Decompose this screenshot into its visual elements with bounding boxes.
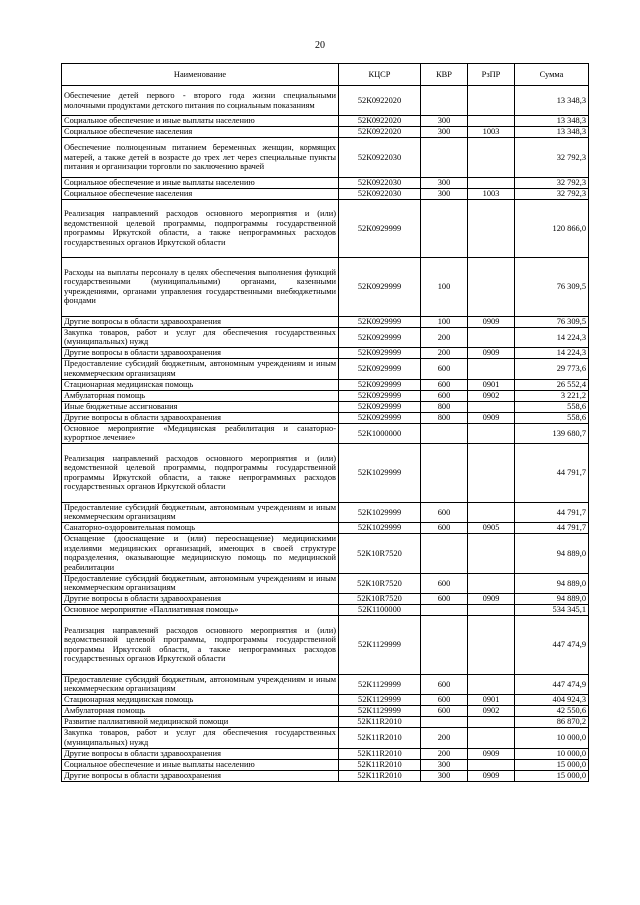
cell-kvr: 200: [421, 728, 468, 749]
cell-rzpr: 0909: [468, 316, 515, 327]
cell-name: Реализация направлений расходов основного мероприятия и (или) ведомственной целевой программы, подпрограммы государственной программы Иркутской области, а также непрограммных расходов государственных органов Иркутской области: [62, 444, 339, 503]
cell-sum: 139 680,7: [515, 423, 589, 444]
cell-sum: 13 348,3: [515, 86, 589, 116]
cell-kcsr: 52К11R2010: [339, 728, 421, 749]
cell-name: Социальное обеспечение и иные выплаты населению: [62, 177, 339, 188]
cell-kcsr: 52К0929999: [339, 348, 421, 359]
cell-kvr: 300: [421, 759, 468, 770]
cell-sum: 3 221,2: [515, 390, 589, 401]
cell-rzpr: [468, 327, 515, 348]
cell-sum: 15 000,0: [515, 759, 589, 770]
cell-sum: 558,6: [515, 412, 589, 423]
cell-name: Обеспечение полноценным питанием беременных женщин, кормящих матерей, а также детей в возрасте до трех лет через специальные пункты питания и организации торговли по заключению врачей: [62, 138, 339, 178]
cell-kcsr: 52К0929999: [339, 327, 421, 348]
cell-rzpr: 0909: [468, 412, 515, 423]
cell-sum: 94 889,0: [515, 534, 589, 574]
header-kvr: КВР: [421, 64, 468, 86]
cell-rzpr: [468, 199, 515, 258]
cell-kvr: [421, 444, 468, 503]
cell-name: Стационарная медицинская помощь: [62, 379, 339, 390]
cell-sum: 14 224,3: [515, 327, 589, 348]
cell-name: Другие вопросы в области здравоохранения: [62, 770, 339, 781]
cell-kvr: 600: [421, 573, 468, 594]
cell-kvr: 300: [421, 116, 468, 127]
table-row: [62, 348, 589, 359]
cell-sum: 447 474,9: [515, 616, 589, 675]
cell-kvr: 300: [421, 770, 468, 781]
cell-kcsr: 52К10R7520: [339, 573, 421, 594]
cell-kvr: [421, 534, 468, 574]
cell-kcsr: 52К0922020: [339, 127, 421, 138]
table-row: [62, 258, 589, 317]
cell-kvr: [421, 86, 468, 116]
cell-name: Амбулаторная помощь: [62, 390, 339, 401]
cell-rzpr: [468, 423, 515, 444]
cell-name: Расходы на выплаты персоналу в целях обеспечения выполнения функций государственными (муниципальными) органами, казенными учреждениями, органами управления государственными внебюджетными фондами: [62, 258, 339, 317]
cell-name: Закупка товаров, работ и услуг для обеспечения государственных (муниципальных) нужд: [62, 728, 339, 749]
table-row: [62, 748, 589, 759]
cell-sum: 42 550,6: [515, 706, 589, 717]
table-row: [62, 695, 589, 706]
cell-rzpr: 0901: [468, 379, 515, 390]
cell-kvr: 300: [421, 127, 468, 138]
page-number: 20: [315, 40, 325, 51]
cell-kcsr: 52К1029999: [339, 444, 421, 503]
cell-kvr: 600: [421, 523, 468, 534]
table-row: [62, 199, 589, 258]
table-row: [62, 759, 589, 770]
table-row: [62, 316, 589, 327]
cell-kvr: 300: [421, 188, 468, 199]
cell-sum: 15 000,0: [515, 770, 589, 781]
cell-kvr: [421, 423, 468, 444]
cell-name: Обеспечение детей первого - второго года жизни специальными молочными продуктами детского питания по социальным показаниям: [62, 86, 339, 116]
cell-name: Предоставление субсидий бюджетным, автономным учреждениям и иным некоммерческим организациям: [62, 502, 339, 523]
cell-kcsr: 52К0922030: [339, 188, 421, 199]
cell-kvr: 200: [421, 748, 468, 759]
table-row: [62, 573, 589, 594]
table-row: [62, 401, 589, 412]
cell-kcsr: 52К11R2010: [339, 717, 421, 728]
cell-rzpr: [468, 177, 515, 188]
table-row: [62, 188, 589, 199]
cell-name: Другие вопросы в области здравоохранения: [62, 348, 339, 359]
header-kcsr: КЦСР: [339, 64, 421, 86]
cell-sum: 32 792,3: [515, 138, 589, 178]
table-row: [62, 423, 589, 444]
cell-name: Социальное обеспечение и иные выплаты населению: [62, 116, 339, 127]
cell-sum: 10 000,0: [515, 748, 589, 759]
cell-name: Социальное обеспечение населения: [62, 188, 339, 199]
table-row: [62, 523, 589, 534]
cell-rzpr: 0909: [468, 748, 515, 759]
cell-kvr: [421, 605, 468, 616]
cell-kvr: 800: [421, 401, 468, 412]
cell-rzpr: [468, 401, 515, 412]
cell-kvr: [421, 616, 468, 675]
table-row: [62, 717, 589, 728]
cell-sum: 94 889,0: [515, 573, 589, 594]
cell-rzpr: [468, 605, 515, 616]
cell-rzpr: [468, 717, 515, 728]
cell-kcsr: 52К0929999: [339, 199, 421, 258]
cell-rzpr: [468, 502, 515, 523]
cell-kcsr: 52К10R7520: [339, 594, 421, 605]
cell-kcsr: 52К0929999: [339, 258, 421, 317]
cell-rzpr: 0902: [468, 390, 515, 401]
cell-sum: 32 792,3: [515, 177, 589, 188]
cell-rzpr: 1003: [468, 188, 515, 199]
table-row: [62, 86, 589, 116]
cell-kvr: 800: [421, 412, 468, 423]
table-body: [62, 86, 589, 782]
table-row: [62, 502, 589, 523]
cell-kvr: 200: [421, 348, 468, 359]
cell-rzpr: [468, 116, 515, 127]
cell-rzpr: 0909: [468, 594, 515, 605]
cell-rzpr: [468, 728, 515, 749]
cell-sum: 404 924,3: [515, 695, 589, 706]
table-row: [62, 116, 589, 127]
cell-rzpr: [468, 674, 515, 695]
cell-kcsr: 52К1000000: [339, 423, 421, 444]
cell-name: Санаторно-оздоровительная помощь: [62, 523, 339, 534]
cell-kvr: [421, 199, 468, 258]
budget-table: [61, 63, 589, 782]
cell-kcsr: 52К0929999: [339, 379, 421, 390]
cell-kcsr: 52К0922020: [339, 116, 421, 127]
cell-rzpr: [468, 138, 515, 178]
cell-name: Предоставление субсидий бюджетным, автономным учреждениям и иным некоммерческим организациям: [62, 573, 339, 594]
cell-kvr: 600: [421, 706, 468, 717]
table-row: [62, 674, 589, 695]
cell-kvr: 600: [421, 379, 468, 390]
cell-sum: 94 889,0: [515, 594, 589, 605]
cell-rzpr: 0901: [468, 695, 515, 706]
cell-kcsr: 52К0922030: [339, 177, 421, 188]
table-row: [62, 728, 589, 749]
cell-name: Основное мероприятие «Медицинская реабилитация и санаторно-курортное лечение»: [62, 423, 339, 444]
cell-sum: 76 309,5: [515, 258, 589, 317]
cell-name: Социальное обеспечение населения: [62, 127, 339, 138]
cell-kvr: [421, 138, 468, 178]
cell-kvr: 100: [421, 258, 468, 317]
table-row: [62, 127, 589, 138]
cell-kvr: 600: [421, 502, 468, 523]
cell-rzpr: [468, 359, 515, 380]
table-row: [62, 706, 589, 717]
cell-kcsr: 52К1029999: [339, 502, 421, 523]
cell-rzpr: [468, 444, 515, 503]
table-row: [62, 138, 589, 178]
cell-name: Другие вопросы в области здравоохранения: [62, 748, 339, 759]
cell-name: Иные бюджетные ассигнования: [62, 401, 339, 412]
cell-kcsr: 52К0929999: [339, 401, 421, 412]
cell-rzpr: [468, 86, 515, 116]
cell-kvr: 300: [421, 177, 468, 188]
table-row: [62, 616, 589, 675]
header-rzpr: РзПР: [468, 64, 515, 86]
cell-name: Стационарная медицинская помощь: [62, 695, 339, 706]
table-row: [62, 534, 589, 574]
cell-kvr: [421, 717, 468, 728]
cell-sum: 13 348,3: [515, 127, 589, 138]
cell-sum: 120 866,0: [515, 199, 589, 258]
cell-sum: 44 791,7: [515, 502, 589, 523]
cell-kcsr: 52К0929999: [339, 412, 421, 423]
cell-kcsr: 52К10R7520: [339, 534, 421, 574]
cell-kcsr: 52К1100000: [339, 605, 421, 616]
cell-kvr: 600: [421, 695, 468, 706]
cell-rzpr: 0905: [468, 523, 515, 534]
cell-sum: 10 000,0: [515, 728, 589, 749]
cell-kcsr: 52К1129999: [339, 695, 421, 706]
cell-sum: 76 309,5: [515, 316, 589, 327]
cell-kcsr: 52К0922030: [339, 138, 421, 178]
table-row: [62, 605, 589, 616]
cell-name: Предоставление субсидий бюджетным, автономным учреждениям и иным некоммерческим организациям: [62, 359, 339, 380]
cell-kvr: 200: [421, 327, 468, 348]
cell-name: Закупка товаров, работ и услуг для обеспечения государственных (муниципальных) нужд: [62, 327, 339, 348]
cell-kcsr: 52К1029999: [339, 523, 421, 534]
cell-kvr: 100: [421, 316, 468, 327]
cell-rzpr: 0909: [468, 348, 515, 359]
cell-sum: 29 773,6: [515, 359, 589, 380]
header-sum: Сумма: [515, 64, 589, 86]
table-row: [62, 379, 589, 390]
cell-kcsr: 52К1129999: [339, 674, 421, 695]
cell-kcsr: 52К11R2010: [339, 748, 421, 759]
cell-kvr: 600: [421, 594, 468, 605]
cell-kcsr: 52К0929999: [339, 390, 421, 401]
cell-rzpr: [468, 759, 515, 770]
cell-rzpr: [468, 258, 515, 317]
cell-kcsr: 52К0922020: [339, 86, 421, 116]
cell-rzpr: 0909: [468, 770, 515, 781]
cell-kvr: 600: [421, 359, 468, 380]
cell-name: Реализация направлений расходов основного мероприятия и (или) ведомственной целевой программы, подпрограммы государственной программы Иркутской области, а также непрограммных расходов государственных органов Иркутской области: [62, 199, 339, 258]
table-row: [62, 390, 589, 401]
cell-rzpr: [468, 534, 515, 574]
cell-rzpr: 0902: [468, 706, 515, 717]
cell-kcsr: 52К11R2010: [339, 770, 421, 781]
cell-kvr: 600: [421, 390, 468, 401]
table-row: [62, 177, 589, 188]
table-row: [62, 770, 589, 781]
table-row: [62, 594, 589, 605]
cell-rzpr: [468, 616, 515, 675]
cell-kcsr: 52К0929999: [339, 359, 421, 380]
cell-name: Развитие паллиативной медицинской помощи: [62, 717, 339, 728]
cell-name: Реализация направлений расходов основного мероприятия и (или) ведомственной целевой программы, подпрограммы государственной программы Иркутской области, а также непрограммных расходов государственных органов Иркутской области: [62, 616, 339, 675]
table-header-row: [62, 64, 589, 86]
cell-kcsr: 52К1129999: [339, 616, 421, 675]
cell-kcsr: 52К1129999: [339, 706, 421, 717]
cell-sum: 13 348,3: [515, 116, 589, 127]
cell-sum: 14 224,3: [515, 348, 589, 359]
cell-name: Основное мероприятие «Паллиативная помощь»: [62, 605, 339, 616]
cell-sum: 534 345,1: [515, 605, 589, 616]
table-row: [62, 327, 589, 348]
cell-name: Социальное обеспечение и иные выплаты населению: [62, 759, 339, 770]
cell-sum: 44 791,7: [515, 444, 589, 503]
cell-name: Предоставление субсидий бюджетным, автономным учреждениям и иным некоммерческим организациям: [62, 674, 339, 695]
cell-sum: 32 792,3: [515, 188, 589, 199]
cell-rzpr: [468, 573, 515, 594]
cell-sum: 447 474,9: [515, 674, 589, 695]
cell-kcsr: 52К11R2010: [339, 759, 421, 770]
table-row: [62, 412, 589, 423]
cell-name: Другие вопросы в области здравоохранения: [62, 412, 339, 423]
table-row: [62, 444, 589, 503]
cell-name: Амбулаторная помощь: [62, 706, 339, 717]
cell-sum: 86 870,2: [515, 717, 589, 728]
header-name: Наименование: [62, 64, 339, 86]
cell-rzpr: 1003: [468, 127, 515, 138]
cell-name: Другие вопросы в области здравоохранения: [62, 594, 339, 605]
cell-sum: 26 552,4: [515, 379, 589, 390]
cell-name: Оснащение (дооснащение и (или) переоснащение) медицинскими изделиями медицинских организаций, имеющих в своей структуре подразделения, оказывающие медицинскую помощь по медицинской реабилитации: [62, 534, 339, 574]
table-row: [62, 359, 589, 380]
cell-kvr: 600: [421, 674, 468, 695]
cell-kcsr: 52К0929999: [339, 316, 421, 327]
cell-name: Другие вопросы в области здравоохранения: [62, 316, 339, 327]
cell-sum: 44 791,7: [515, 523, 589, 534]
cell-sum: 558,6: [515, 401, 589, 412]
